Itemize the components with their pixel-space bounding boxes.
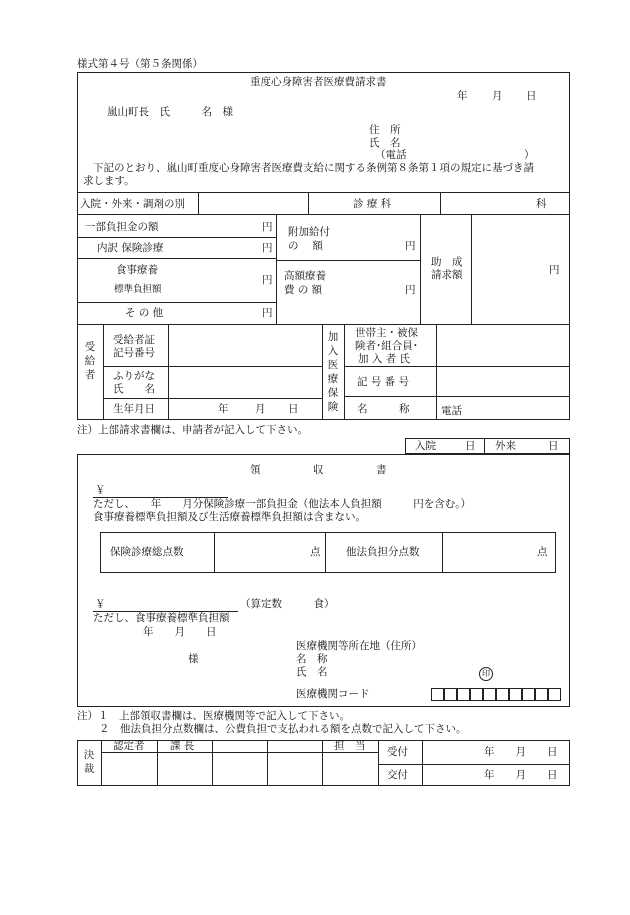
rule (378, 764, 570, 765)
rule (322, 324, 323, 420)
form-number: 様式第４号（第５条関係） (77, 58, 203, 70)
meal-label: 食事療養 (116, 264, 158, 276)
insurance-name-label: 名 称 (357, 403, 410, 415)
phone-close: ） (524, 149, 535, 161)
facility-address-label: 医療機関等所在地（住所） (296, 640, 422, 652)
rule (103, 324, 104, 420)
high-cost-label: 費 の 額 (284, 284, 323, 296)
meal-std-label: 標準負担額 (114, 284, 162, 295)
rule (101, 752, 378, 753)
rule (267, 740, 268, 786)
type-label: 入院・外来・調剤の別 (80, 198, 185, 210)
note-receipt-2: ２ 他法負担分点数欄は、公費負担で支払われる額を点数で記入して下さい。 (99, 723, 467, 735)
rule (440, 192, 441, 214)
receipt-title: 領 収 書 (250, 464, 387, 476)
issued-date: 年 月 日 (484, 769, 558, 781)
birth-year: 年 (218, 403, 229, 415)
rule (471, 214, 472, 324)
code-cell[interactable] (444, 688, 457, 701)
insured-label: 険者･組合員･ (355, 340, 418, 352)
seal-mark: 印 (479, 667, 493, 681)
received-label: 受付 (387, 746, 408, 758)
calc-label: （算定数 食） (240, 598, 335, 610)
note-request: 注）上部請求書欄は、申請者が記入して下さい。 (77, 424, 308, 436)
yen-unit: 円 (262, 274, 273, 286)
yen-unit: 円 (405, 240, 416, 252)
date-year: 年 (457, 90, 468, 102)
birth-day: 日 (288, 403, 299, 415)
rule (325, 532, 326, 573)
code-cell[interactable] (470, 688, 483, 701)
other-points-label: 他法負担分点数 (346, 546, 420, 558)
extra-benefit-label: 附加給付 (288, 226, 330, 238)
rule (378, 740, 379, 786)
request-title: 重度心身障害者医療費請求書 (250, 76, 387, 88)
request-body-line2: 求します。 (83, 175, 135, 187)
rule (168, 324, 169, 420)
insurance-label: 加入医療保険 (327, 331, 339, 413)
yen-mark: ￥ (95, 598, 106, 610)
rule (77, 192, 570, 193)
certificate-label: 受給者証 (113, 334, 155, 346)
issued-label: 交付 (387, 769, 408, 781)
insured-label: 加 入 者 氏 (358, 353, 411, 365)
section-chief-label: 課 長 (170, 740, 195, 752)
rule (322, 740, 323, 786)
request-body-line1: 下記のとおり、嵐山町重度心身障害者医療費支給に関する条例第８条第１項の規定に基づき請 (93, 162, 534, 174)
insurance-number-label: 記 号 番 号 (357, 376, 410, 388)
insured-label: 世帯主・被保 (355, 327, 418, 339)
rule (77, 324, 570, 325)
date-month: 月 (492, 90, 503, 102)
point-unit: 点 (537, 546, 548, 558)
certifier-label: 認定者 (113, 740, 145, 752)
aid-request-label: 請求額 (431, 269, 463, 281)
received-date: 年 月 日 (484, 746, 558, 758)
date-day: 日 (526, 90, 537, 102)
breakdown-label: 内訳 保険診療 (97, 242, 164, 254)
rule (77, 258, 276, 259)
rule (103, 398, 322, 399)
note-receipt-1: 注）１ 上部領収書欄は、医療機関等で記入して下さい。 (77, 710, 350, 722)
yen-unit: 円 (262, 307, 273, 319)
rule (77, 214, 570, 215)
day-unit: 日 (465, 440, 476, 452)
code-cell[interactable] (509, 688, 522, 701)
other-label: そ の 他 (125, 307, 164, 319)
department-label: 診 療 科 (353, 198, 392, 210)
yen-mark: ￥ (95, 484, 106, 496)
rule (344, 366, 570, 367)
birth-month: 月 (255, 403, 266, 415)
rule (214, 532, 215, 573)
rule (420, 214, 421, 324)
yen-unit: 円 (262, 221, 273, 233)
rule (344, 324, 345, 420)
certificate-label: 記号番号 (113, 347, 155, 359)
yen-unit: 円 (549, 264, 560, 276)
rule (442, 532, 443, 573)
fullname-label: 氏 名 (113, 383, 155, 395)
rule (198, 192, 199, 214)
code-cell[interactable] (483, 688, 496, 701)
rule (101, 740, 102, 786)
receipt-proviso: 食事療養標準負担額及び生活療養標準負担額は含まない。 (93, 511, 366, 523)
person-in-charge-label: 担 当 (334, 740, 366, 752)
outpatient-label: 外来 (495, 440, 516, 452)
rule (436, 324, 437, 420)
decision-label: 決裁 (83, 749, 95, 775)
rule (157, 740, 158, 786)
code-cell[interactable] (548, 688, 561, 701)
rule (344, 396, 570, 397)
rule (77, 302, 276, 303)
high-cost-label: 高額療養 (284, 270, 326, 282)
code-cell[interactable] (496, 688, 509, 701)
code-cell[interactable] (431, 688, 444, 701)
copay-label: 一部負担金の額 (85, 221, 159, 233)
yen-unit: 円 (262, 242, 273, 254)
code-cell[interactable] (522, 688, 535, 701)
furigana-label: ふりがな (113, 370, 155, 382)
point-unit: 点 (310, 546, 321, 558)
rule (276, 260, 420, 261)
receipt-proviso: ただし、 年 月分保険診療一部負担金（他法本人負担額 円を含む。） (93, 498, 471, 510)
recipient-label: 受給者 (84, 341, 96, 381)
aid-request-label: 助 成 (431, 256, 463, 268)
department-suffix: 科 (536, 198, 547, 210)
rule (77, 237, 276, 238)
birthdate-label: 生年月日 (113, 403, 155, 415)
rule (308, 192, 309, 214)
rule (212, 740, 213, 786)
address-label: 住 所 (369, 124, 401, 136)
facility-code-label: 医療機関コード (296, 688, 370, 700)
insurance-points-label: 保険診療総点数 (110, 546, 184, 558)
sama: 様 (188, 653, 199, 665)
code-cell[interactable] (535, 688, 548, 701)
code-cell[interactable] (457, 688, 470, 701)
facility-name-label: 名 称 (296, 653, 328, 665)
insurance-phone-label: 電話 (441, 405, 462, 417)
phone-label: （電話 (375, 149, 407, 161)
rule (484, 438, 485, 454)
inpatient-label: 入院 (415, 440, 436, 452)
receipt-date: 年 月 日 (143, 626, 217, 638)
day-unit: 日 (548, 440, 559, 452)
name-label: 氏 名 (369, 137, 401, 149)
facility-person-label: 氏 名 (296, 666, 328, 678)
rule (103, 366, 322, 367)
yen-unit: 円 (405, 284, 416, 296)
addressee: 嵐山町長 氏 名 様 (107, 106, 233, 118)
rule (276, 214, 277, 324)
extra-benefit-label: の 額 (288, 240, 323, 252)
meal-proviso: ただし、食事療養標準負担額 (93, 612, 230, 624)
rule (422, 740, 423, 786)
